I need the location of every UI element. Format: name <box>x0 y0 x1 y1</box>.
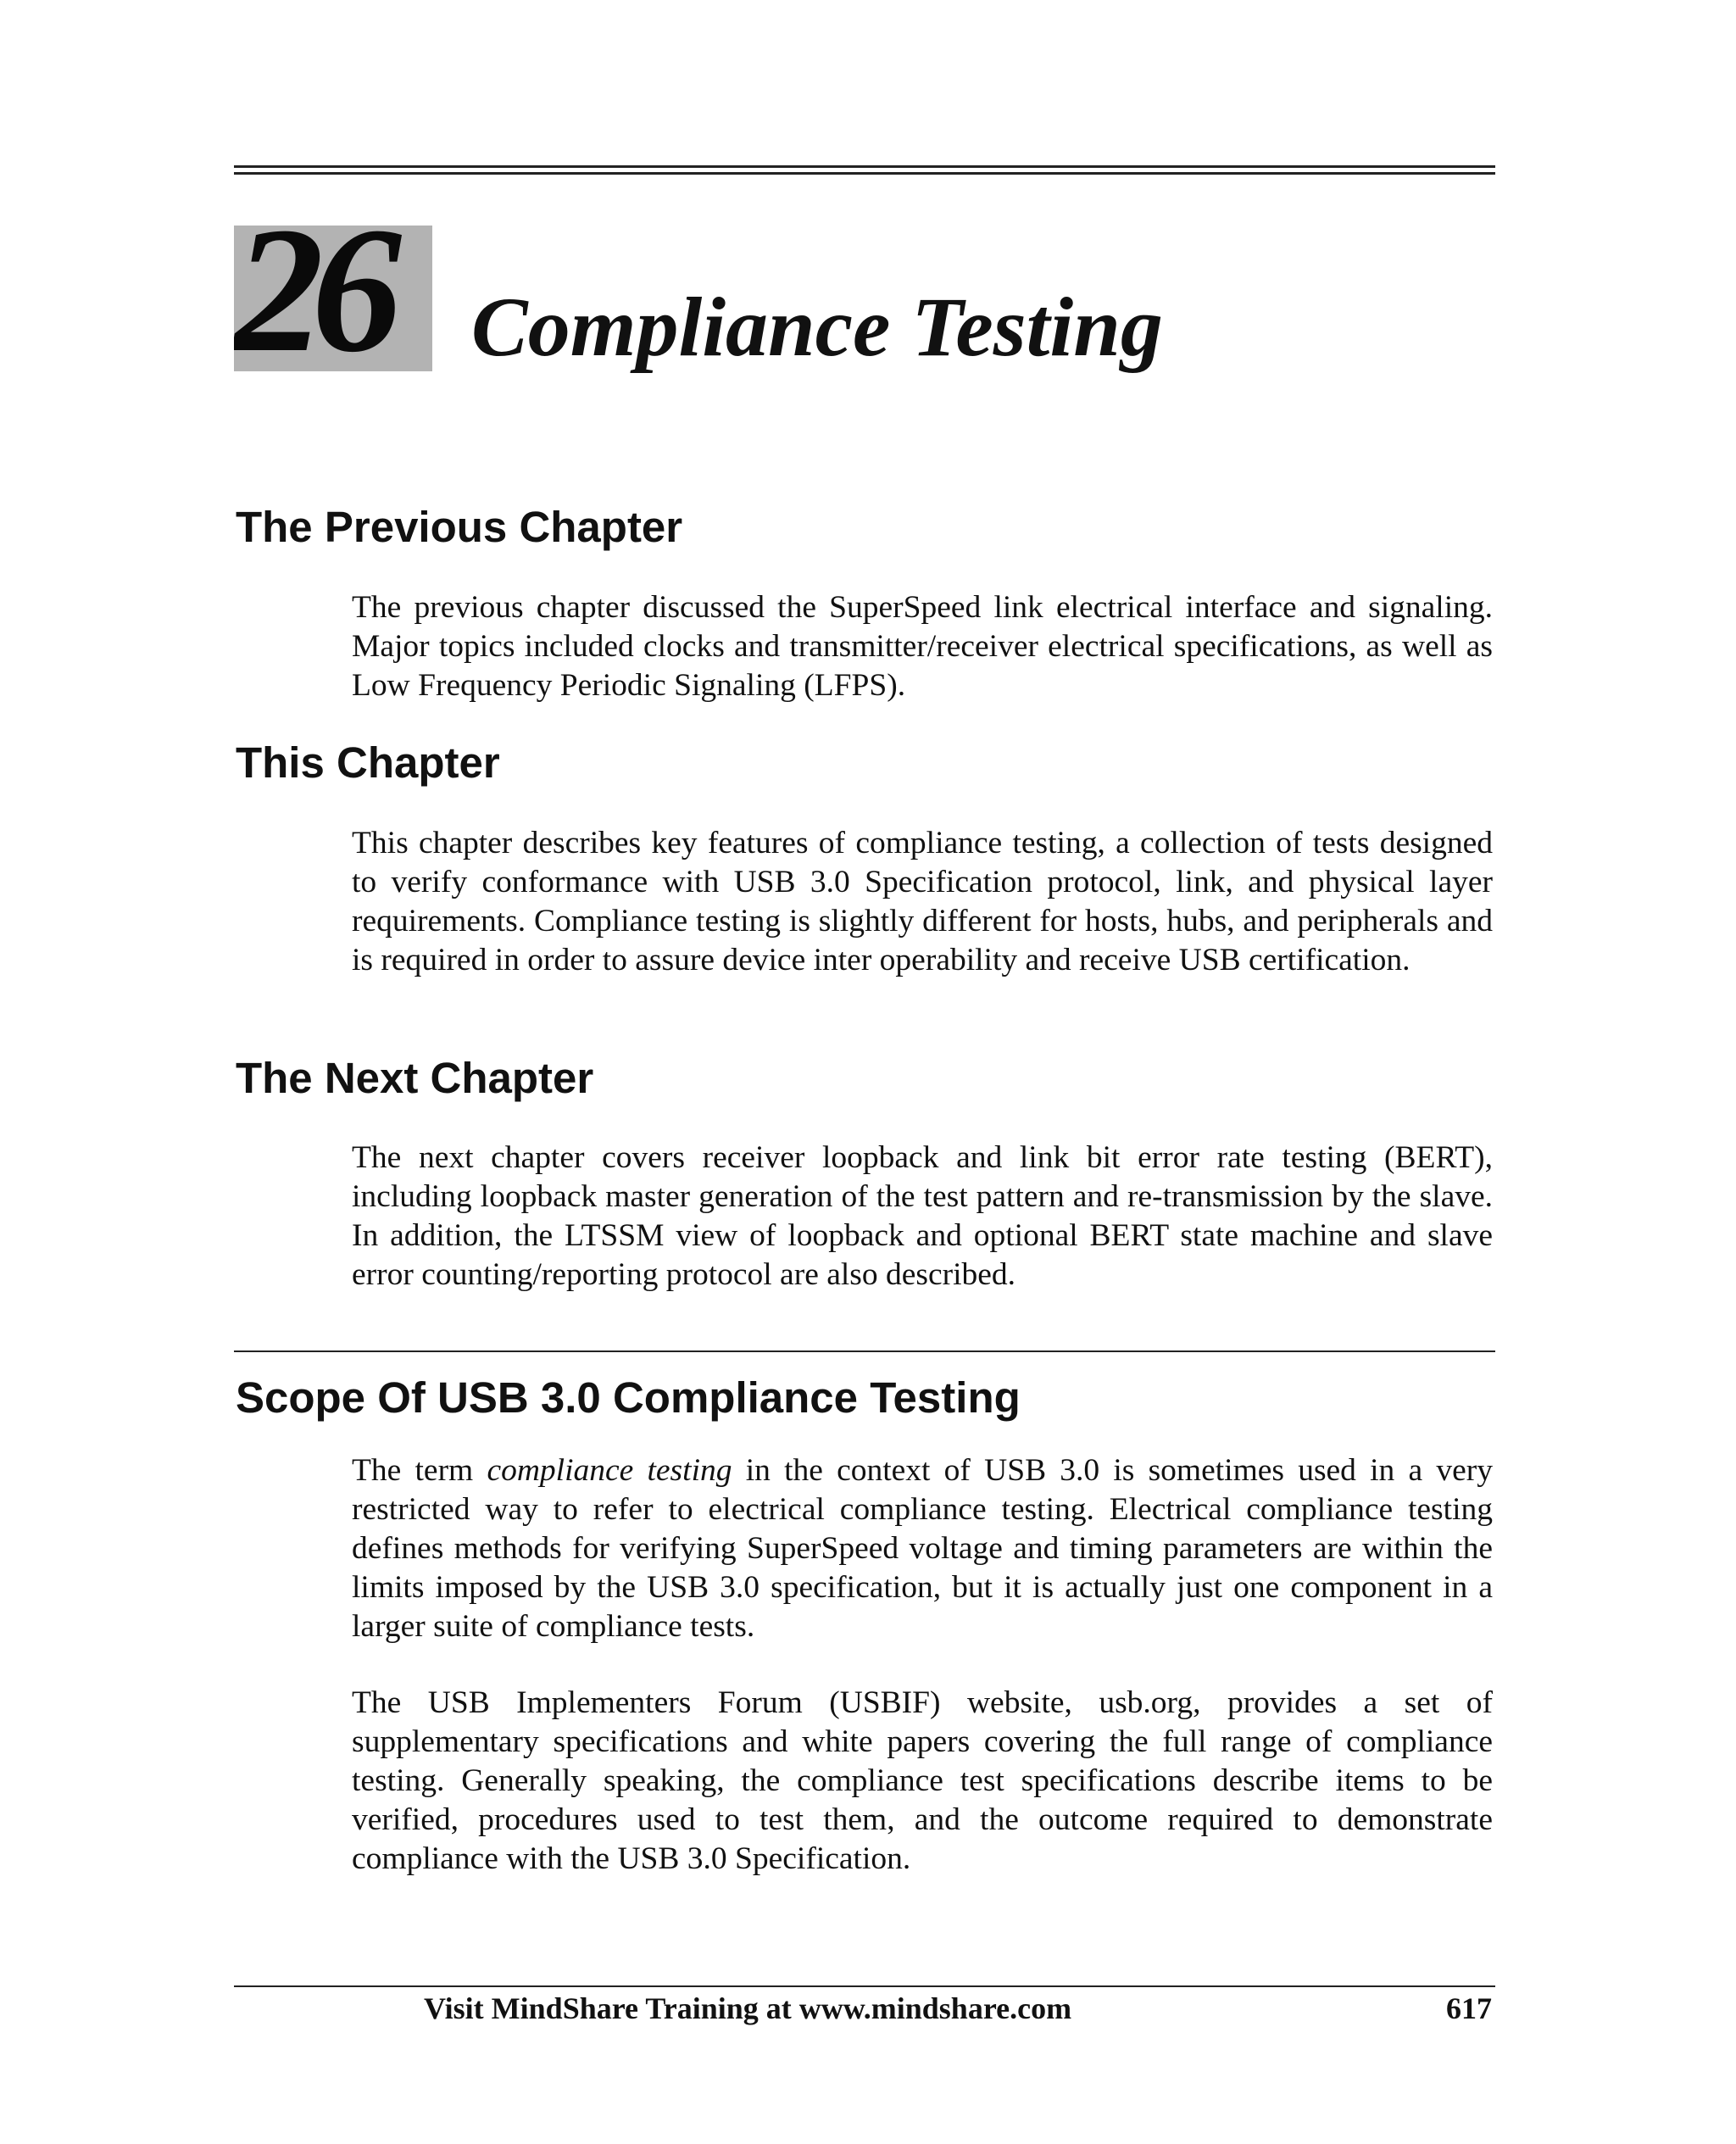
top-rule <box>234 165 1495 168</box>
heading-this-chapter: This Chapter <box>236 738 500 787</box>
footer-rule <box>234 1985 1495 1987</box>
top-rule-double <box>234 172 1495 175</box>
chapter-title: Compliance Testing <box>471 280 1163 374</box>
heading-scope: Scope Of USB 3.0 Compliance Testing <box>236 1373 1021 1422</box>
page-number: 617 <box>1446 1991 1492 2025</box>
scope-text-before: The term <box>352 1453 487 1488</box>
paragraph-this-chapter: This chapter describes key features of compliance testing, a collection of tests designed to verify conformance with USB 3.0 Specification protocol, link, and physical layer requirements. Compliance testing is slightly different for hosts, hubs, and peripherals and is required in order to assure device inter operability and receive USB certification. <box>352 826 1493 977</box>
footer-visit-text: Visit MindShare Training at www.mindshare.com <box>424 1991 1072 2025</box>
section-divider <box>234 1350 1495 1352</box>
heading-next-chapter: The Next Chapter <box>236 1054 594 1102</box>
scope-text-after: in the context of USB 3.0 is sometimes used in a very restricted way to refer to electrical compliance testing. Electrical compliance testing defines methods for verifying SuperSpeed voltage and timing parameters are within the limits imposed by the USB 3.0 specification, but it is actually just one component in a larger suite of compliance tests. <box>352 1453 1493 1644</box>
chapter-number-block <box>234 226 432 371</box>
paragraph-scope-2: The USB Implementers Forum (USBIF) website, usb.org, provides a set of supplementary specifications and white papers covering the full range of compliance testing. Generally speaking, the compliance test specifications describe items to be verified, procedures used to test them, and the outcome required to demonstrate compliance with the USB 3.0 Specification. <box>352 1685 1493 1876</box>
paragraph-previous-chapter: The previous chapter discussed the SuperSpeed link electrical interface and signaling. Major topics included clocks and transmitter/receiver electrical specifications, as well as Low Frequency Periodic Signaling (LFPS). <box>352 590 1493 703</box>
scope-emphasis-term: compliance testing <box>487 1453 732 1488</box>
paragraph-scope-1 <box>352 1451 1493 1646</box>
paragraph-next-chapter: The next chapter covers receiver loopback and link bit error rate testing (BERT), including loopback master generation of the test pattern and re-transmission by the slave. In addition, the LTSSM view of loopback and optional BERT state machine and slave error counting/reporting protocol are also described. <box>352 1140 1493 1292</box>
chapter-number: 26 <box>234 226 390 371</box>
heading-previous-chapter: The Previous Chapter <box>236 503 683 551</box>
